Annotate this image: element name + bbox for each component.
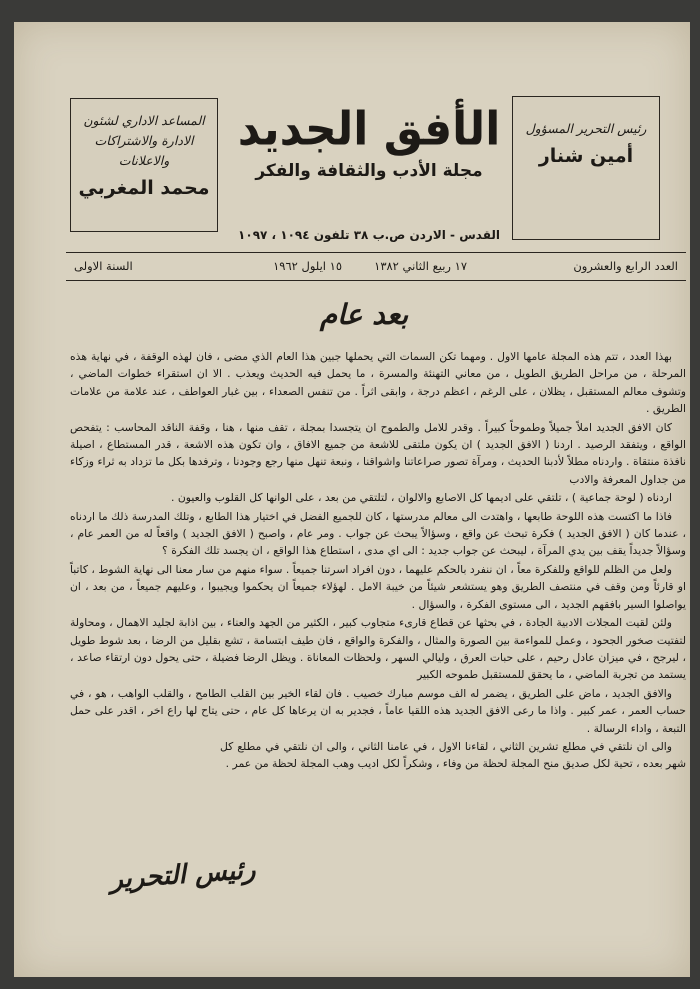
article-title: بعد عام [319, 298, 409, 331]
article-paragraph: اردناه ( لوحة جماعية ) ، تلتقي على اديمها كل الاصابع والالوان ، لتلتقي من بعد ، على الوانها كل القلوب والعيون . [170, 491, 672, 505]
editor-in-chief-box [512, 96, 660, 240]
administrative-assistant-box [70, 98, 218, 232]
magazine-subtitle: مجلة الأدب والثقافة والفكر [255, 161, 483, 181]
editor-name: أمين شنار [538, 145, 634, 167]
contact-line: القدس - الاردن ص.ب ٣٨ تلفون ١٠٩٤ ، ١٠٩٧ [238, 228, 500, 242]
issue-date-gregorian: ١٥ ايلول ١٩٦٢ [273, 259, 342, 273]
masthead [224, 102, 514, 184]
article-paragraph: بهذا العدد ، تتم هذه المجلة عامها الاول . ومهما تكن السمات التي يحملها جبين هذا العام الذي مضى ، فان لهذه الوقفة ، في نهاية هذه المرحلة ، من مراحل الطريق الطويل ، من معاني التهنئة والمسرة ، ما يحمل فيه الحديث ويعذب . الا ان استقراء خطوات الماضي ، وتشوف معالم المستقبل ، يظلان ، على الرغم ، اعظم درجة ، وابقى اثراً . من تنفس الصعداء ، بين غبار العواطف ، عند علامة من علامات الطريق . [70, 350, 686, 416]
article-paragraph: والافق الجديد ، ماض على الطريق ، يضمر له الف موسم مبارك خصيب . فان لقاء الخير بين القلب الطامح ، والقلب الواهب ، هو ، في حساب العمر ، عمر كبير . واذا ما رعى الافق الجديد هذه اللقيا عاماً ، فجدير به ان يرعاها كل عام ، حتى يتاح لها راع اخر ، اقدر على حمل التبعة ، واداء الرسالة . [70, 686, 686, 735]
editor-role: رئيس التحرير المسؤول [525, 121, 647, 136]
magazine-title: الأفق الجديد [237, 102, 501, 157]
issue-number: العدد الرابع والعشرون [573, 259, 678, 273]
admin-name: محمد المغربي [78, 177, 210, 199]
article-paragraph: والى ان نلتقي في مطلع تشرين الثاني ، لقاءنا الاول ، في عامنا الثاني ، والى ان نلتقي في مطلع كل شهر بعده ، تحية لكل صديق منح المجلة لحظة من وفاء ، وشكراً لكل اديب وهب المجلة لحظة من عمر . [220, 739, 686, 771]
issue-date-hijri: ١٧ ربيع الثاني ١٣٨٢ [374, 259, 467, 273]
article-paragraph: فاذا ما اكتست هذه اللوحة طابعها ، واهتدت الى معالم مدرستها ، كان للجميع الفضل في اختيار هذا الطابع ، وتلك المدرسة ذلك ما اردناه ، عندما كان ( الافق الجديد ) فكرة تبحث عن واقع ، وسؤالاً يبحث عن جواب . ومر عام ، واصبح ( الافق الجديد ) واقعاً له من العمر عام ، وسؤالاً جديداً يقف بين يدي المرآة ، ليبحث عن جواب جديد : الى اي مدى ، استطاع هذا الواقع ، ان يجسد تلك الفكرة ؟ [70, 509, 686, 558]
editor-signature: رئيس التحرير [109, 854, 257, 896]
admin-role: المساعد الاداري لشئون الادارة والاشتراكات والاعلانات [83, 113, 205, 168]
article-paragraph: ولئن لقيت المجلات الادبية الجادة ، في بحثها عن قطاع قارىء متجاوب كبير ، الكثير من الجهد والعناء ، بين اذابة لجليد الاهمال ، ومحاولة لتفتيت صخور الجحود ، وعمل للمواءمة بين الصورة والمثال ، والفكرة والواقع ، فان طيف ابتسامة ، تشع بقليل من الرضا ، بعد شوط طويل ، ليرجح ، في ميزان عادل رحيم ، على حبات العرق ، وليالي السهر ، ولحظات المعاناة . ويظل الرضا فضيلة ، حتى يحول دون ارتقاء صاعد ، يستمد من تجربة الماضي ، ما يحقق للمستقبل طموحه الكبير [70, 616, 686, 682]
article-body [70, 348, 686, 774]
header-top-rule [66, 252, 686, 253]
article-paragraph: ولعل من الظلم للواقع وللفكرة معاً ، ان ننفرد بالحكم عليهما ، دون افراد اسرتنا جميعاً . سواء منهم من سار معنا الى نهاية الشوط ، كاتباً او قارئاً ومن وقف في منتصف الطريق وهو يستشعر شيئاً من خيبة الامل . لهؤلاء جميعاً ان يحكموا ويجيبوا ، وعليهم جميعاً ، من بعد ، ان يواصلوا السير بافقهم الجديد ، الى مستوى الفكرة ، والسؤال . [70, 562, 686, 611]
issue-info-row [70, 256, 682, 278]
article-paragraph: كان الافق الجديد املاً جميلاً وطموحاً كبيراً . وقدر للامل والطموح ان يتجسدا بمجلة ، تقف منها ، هنا ، وقفة الناقد المحاسب : يتفحص الواقع ، ويتفقد الرصيد . اردنا ( الافق الجديد ) ان يكون ملتقى للاشعة من جميع الافاق ، وان تكون هذه الاشعة ، قدر المستطاع ، اصيلة نافذة منتقاة . واردناه مطلاً لأدبنا الحديث ، ومرآة تصور صراعاتنا واشواقنا ، ونبعة تنهل منها رجع وجودنا ، وترفدها بكل ما تزداد به ثراء وزكاء من جداول المعرفة والادب [70, 420, 686, 486]
issue-year: السنة الاولى [74, 259, 133, 273]
header-bottom-rule [66, 280, 686, 281]
magazine-page [14, 22, 690, 977]
